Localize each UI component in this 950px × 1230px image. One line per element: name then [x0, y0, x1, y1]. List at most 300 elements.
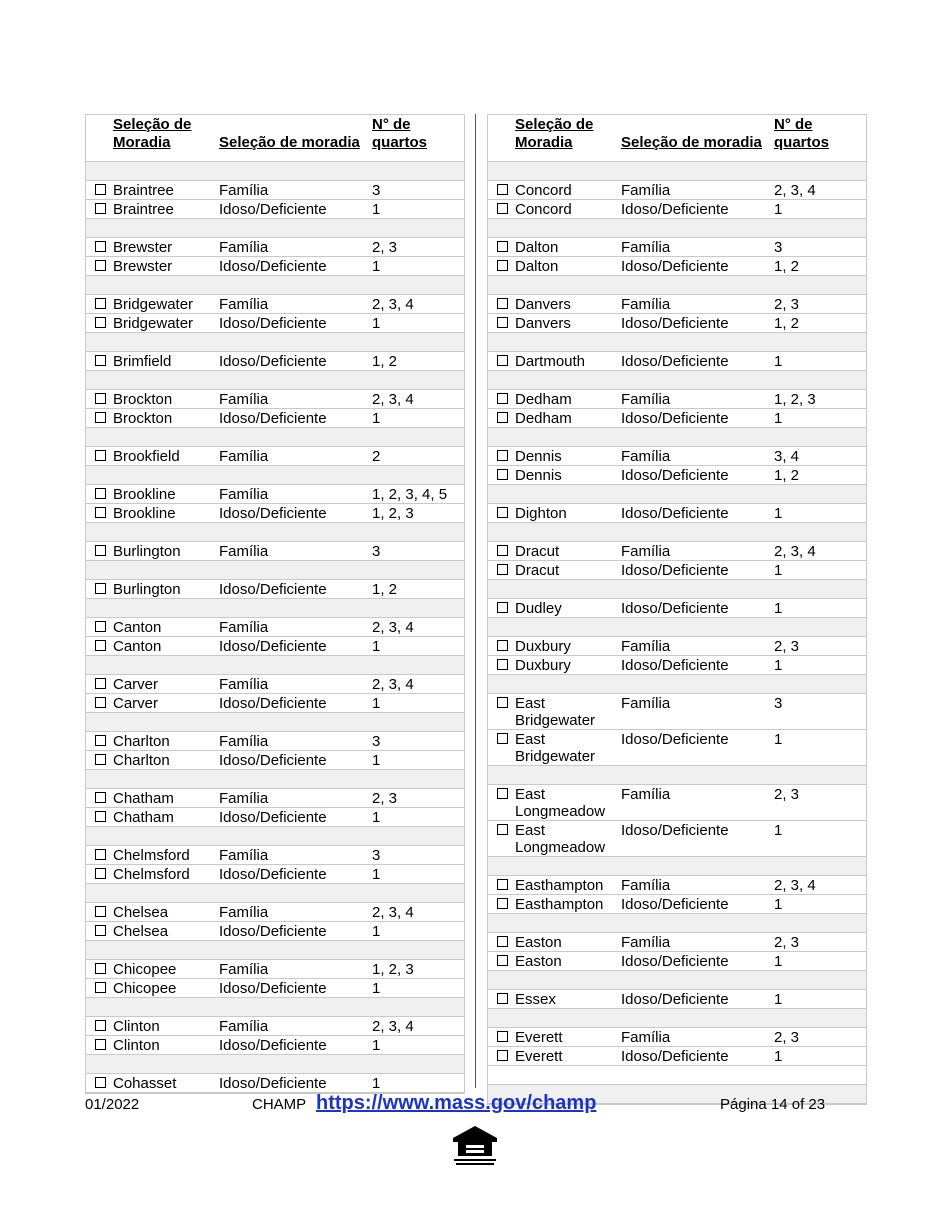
table-row — [86, 314, 464, 333]
housing-type: Idoso/Deficiente — [621, 353, 729, 370]
selection-checkbox[interactable] — [95, 792, 106, 803]
spacer-row — [488, 618, 866, 637]
spacer-row — [86, 162, 464, 181]
selection-checkbox[interactable] — [95, 640, 106, 651]
bedroom-count: 1 — [774, 991, 783, 1008]
right-table — [487, 114, 867, 1105]
housing-type: Idoso/Deficiente — [621, 467, 729, 484]
bedroom-count: 1 — [372, 258, 381, 275]
town-name: Everett — [515, 1048, 563, 1065]
selection-checkbox[interactable] — [95, 811, 106, 822]
housing-type: Idoso/Deficiente — [219, 201, 327, 218]
bedroom-count: 2, 3, 4 — [774, 877, 816, 894]
housing-type: Família — [621, 786, 671, 803]
bedroom-count: 2, 3, 4 — [774, 543, 816, 560]
selection-checkbox[interactable] — [95, 754, 106, 765]
bedroom-count: 1 — [372, 638, 381, 655]
selection-checkbox[interactable] — [95, 450, 106, 461]
town-name: Easton — [515, 934, 562, 951]
table-row — [488, 1047, 866, 1066]
table-row — [488, 295, 866, 314]
selection-checkbox[interactable] — [497, 355, 508, 366]
bedroom-count: 1 — [372, 752, 381, 769]
selection-checkbox[interactable] — [497, 640, 508, 651]
town-name: Dennis — [515, 448, 562, 465]
housing-type: Idoso/Deficiente — [219, 866, 327, 883]
bedroom-count: 1 — [774, 731, 783, 748]
bedroom-count: 3 — [372, 543, 381, 560]
bedroom-count: 1, 2, 3 — [372, 505, 414, 522]
housing-type: Idoso/Deficiente — [219, 752, 327, 769]
housing-type: Família — [219, 448, 269, 465]
bedroom-count: 2, 3 — [774, 638, 800, 655]
housing-type: Família — [219, 790, 269, 807]
selection-checkbox[interactable] — [95, 393, 106, 404]
housing-type: Família — [621, 1029, 671, 1046]
housing-type: Idoso/Deficiente — [219, 353, 327, 370]
table-row — [488, 352, 866, 371]
champ-link[interactable]: https://www.mass.gov/champ — [316, 1092, 597, 1114]
selection-checkbox[interactable] — [95, 184, 106, 195]
header-town: Seleção de Moradia — [113, 116, 192, 151]
selection-checkbox[interactable] — [497, 879, 508, 890]
bedroom-count: 1, 2 — [774, 258, 800, 275]
housing-type: Idoso/Deficiente — [621, 315, 729, 332]
left-table-body — [86, 162, 464, 1093]
table-row — [86, 181, 464, 200]
town-name: Bridgewater — [113, 296, 194, 313]
housing-type: Família — [219, 619, 269, 636]
header-housing-type: Seleção de moradia — [219, 134, 360, 151]
selection-checkbox[interactable] — [497, 788, 508, 799]
town-name: Chatham — [113, 790, 174, 807]
town-name: Concord — [515, 182, 572, 199]
spacer-row — [86, 827, 464, 846]
bedroom-count: 2, 3 — [774, 934, 800, 951]
table-header — [488, 115, 866, 162]
housing-type: Idoso/Deficiente — [621, 657, 729, 674]
selection-checkbox[interactable] — [95, 583, 106, 594]
table-row — [488, 952, 866, 971]
housing-type: Idoso/Deficiente — [219, 410, 327, 427]
bedroom-count: 2, 3, 4 — [372, 296, 414, 313]
town-name: Brookfield — [113, 448, 180, 465]
housing-type: Família — [621, 448, 671, 465]
table-row — [86, 504, 464, 523]
table-row — [488, 599, 866, 618]
housing-type: Família — [219, 296, 269, 313]
housing-type: Idoso/Deficiente — [621, 991, 729, 1008]
blank-row — [488, 1066, 866, 1085]
housing-type: Família — [621, 695, 671, 712]
selection-checkbox[interactable] — [95, 735, 106, 746]
selection-checkbox[interactable] — [95, 1020, 106, 1031]
town-name: Dartmouth — [515, 353, 586, 370]
spacer-row — [488, 523, 866, 542]
housing-type: Idoso/Deficiente — [621, 562, 729, 579]
town-name: Duxbury — [515, 638, 571, 655]
spacer-row — [488, 580, 866, 599]
table-row — [86, 1074, 464, 1093]
town-name: East Longmeadow — [515, 822, 606, 856]
selection-checkbox[interactable] — [497, 564, 508, 575]
selection-checkbox[interactable] — [497, 545, 508, 556]
town-name: Dudley — [515, 600, 562, 617]
housing-type: Família — [219, 847, 269, 864]
selection-checkbox[interactable] — [95, 1077, 106, 1088]
table-row — [86, 295, 464, 314]
bedroom-count: 1, 2 — [774, 467, 800, 484]
footer-program: CHAMP — [252, 1096, 307, 1113]
town-name: East Bridgewater — [515, 731, 596, 765]
table-row — [488, 876, 866, 895]
spacer-row — [488, 333, 866, 352]
spacer-row — [488, 766, 866, 785]
town-name: Braintree — [113, 201, 174, 218]
spacer-row — [488, 485, 866, 504]
housing-type: Família — [219, 1018, 269, 1035]
spacer-row — [86, 656, 464, 675]
selection-checkbox[interactable] — [497, 393, 508, 404]
bedroom-count: 2, 3, 4 — [372, 904, 414, 921]
town-name: Chicopee — [113, 980, 177, 997]
selection-checkbox[interactable] — [497, 1050, 508, 1061]
selection-checkbox[interactable] — [497, 184, 508, 195]
spacer-row — [86, 998, 464, 1017]
selection-checkbox[interactable] — [497, 993, 508, 1004]
table-row — [86, 618, 464, 637]
bedroom-count: 1 — [774, 1048, 783, 1065]
table-row — [86, 732, 464, 751]
table-row — [488, 257, 866, 276]
right-table-body — [488, 162, 866, 1104]
housing-type: Família — [219, 733, 269, 750]
table-row — [86, 960, 464, 979]
bedroom-count: 2 — [372, 448, 381, 465]
header-town: Seleção de Moradia — [515, 116, 594, 151]
selection-checkbox[interactable] — [497, 298, 508, 309]
housing-type: Idoso/Deficiente — [219, 315, 327, 332]
housing-type: Família — [219, 239, 269, 256]
selection-checkbox[interactable] — [95, 963, 106, 974]
bedroom-count: 1 — [774, 896, 783, 913]
selection-checkbox[interactable] — [497, 602, 508, 613]
table-row — [86, 352, 464, 371]
selection-checkbox[interactable] — [95, 355, 106, 366]
page-footer — [0, 1092, 950, 1116]
spacer-row — [86, 770, 464, 789]
spacer-row — [488, 428, 866, 447]
housing-type: Idoso/Deficiente — [219, 980, 327, 997]
housing-type: Idoso/Deficiente — [621, 201, 729, 218]
table-row — [488, 200, 866, 219]
table-row — [86, 675, 464, 694]
bedroom-count: 2, 3 — [774, 786, 800, 803]
table-row — [86, 694, 464, 713]
spacer-row — [86, 371, 464, 390]
table-row — [86, 789, 464, 808]
selection-checkbox[interactable] — [497, 659, 508, 670]
selection-checkbox[interactable] — [95, 488, 106, 499]
selection-checkbox[interactable] — [497, 317, 508, 328]
town-name: Clinton — [113, 1037, 160, 1054]
spacer-row — [488, 675, 866, 694]
table-row — [86, 808, 464, 827]
selection-checkbox[interactable] — [95, 203, 106, 214]
housing-type: Família — [621, 239, 671, 256]
town-name: Essex — [515, 991, 556, 1008]
selection-checkbox[interactable] — [95, 697, 106, 708]
bedroom-count: 1 — [372, 695, 381, 712]
selection-checkbox[interactable] — [497, 824, 508, 835]
town-name: Dracut — [515, 543, 560, 560]
bedroom-count: 1 — [774, 410, 783, 427]
selection-checkbox[interactable] — [95, 982, 106, 993]
table-row — [488, 730, 866, 766]
header-bedrooms: N° de quartos — [372, 116, 428, 151]
housing-type: Família — [219, 543, 269, 560]
bedroom-count: 1, 2 — [774, 315, 800, 332]
town-name: East Longmeadow — [515, 786, 606, 820]
bedroom-count: 1, 2 — [372, 581, 398, 598]
selection-checkbox[interactable] — [95, 241, 106, 252]
town-name: Brockton — [113, 391, 173, 408]
bedroom-count: 1 — [774, 353, 783, 370]
housing-type: Idoso/Deficiente — [219, 1075, 327, 1092]
selection-checkbox[interactable] — [497, 203, 508, 214]
selection-checkbox[interactable] — [95, 906, 106, 917]
selection-checkbox[interactable] — [95, 545, 106, 556]
bedroom-count: 3 — [774, 695, 783, 712]
housing-type: Idoso/Deficiente — [219, 581, 327, 598]
town-name: Brewster — [113, 258, 173, 275]
town-name: Everett — [515, 1029, 563, 1046]
bedroom-count: 2, 3, 4 — [774, 182, 816, 199]
table-row — [86, 1036, 464, 1055]
table-row — [86, 238, 464, 257]
spacer-row — [488, 1009, 866, 1028]
selection-checkbox[interactable] — [497, 412, 508, 423]
spacer-row — [86, 428, 464, 447]
selection-checkbox[interactable] — [95, 868, 106, 879]
column-divider — [475, 114, 476, 1088]
spacer-row — [488, 971, 866, 990]
town-name: Danvers — [515, 296, 571, 313]
town-name: Easton — [515, 953, 562, 970]
spacer-row — [86, 713, 464, 732]
bedroom-count: 2, 3 — [372, 239, 398, 256]
town-name: Clinton — [113, 1018, 160, 1035]
table-row — [488, 181, 866, 200]
bedroom-count: 2, 3 — [774, 296, 800, 313]
table-row — [488, 561, 866, 580]
bedroom-count: 1 — [774, 657, 783, 674]
table-row — [488, 821, 866, 857]
town-name: Dracut — [515, 562, 560, 579]
town-name: Chelmsford — [113, 847, 190, 864]
spacer-row — [488, 276, 866, 295]
town-name: Carver — [113, 695, 159, 712]
housing-type: Idoso/Deficiente — [621, 953, 729, 970]
selection-checkbox[interactable] — [95, 1039, 106, 1050]
equal-housing-opportunity-icon — [450, 1124, 500, 1166]
housing-type: Idoso/Deficiente — [219, 258, 327, 275]
selection-checkbox[interactable] — [497, 733, 508, 744]
housing-type: Família — [219, 182, 269, 199]
selection-checkbox[interactable] — [497, 260, 508, 271]
selection-checkbox[interactable] — [95, 507, 106, 518]
spacer-row — [86, 599, 464, 618]
selection-checkbox[interactable] — [497, 469, 508, 480]
bedroom-count: 1 — [774, 953, 783, 970]
housing-type: Família — [621, 638, 671, 655]
table-row — [86, 485, 464, 504]
bedroom-count: 1 — [372, 809, 381, 826]
bedroom-count: 2, 3, 4 — [372, 1018, 414, 1035]
selection-checkbox[interactable] — [95, 317, 106, 328]
bedroom-count: 1 — [372, 410, 381, 427]
table-row — [86, 390, 464, 409]
table-row — [488, 504, 866, 523]
selection-checkbox[interactable] — [497, 1031, 508, 1042]
town-name: Danvers — [515, 315, 571, 332]
housing-type: Família — [219, 961, 269, 978]
selection-checkbox[interactable] — [497, 697, 508, 708]
selection-checkbox[interactable] — [95, 678, 106, 689]
selection-checkbox[interactable] — [497, 898, 508, 909]
town-name: Chatham — [113, 809, 174, 826]
bedroom-count: 2, 3, 4 — [372, 676, 414, 693]
housing-type: Idoso/Deficiente — [219, 809, 327, 826]
spacer-row — [488, 162, 866, 181]
bedroom-count: 1 — [774, 201, 783, 218]
selection-checkbox[interactable] — [95, 260, 106, 271]
selection-checkbox[interactable] — [497, 955, 508, 966]
housing-type: Família — [219, 391, 269, 408]
town-name: Concord — [515, 201, 572, 218]
bedroom-count: 3 — [372, 847, 381, 864]
table-header — [86, 115, 464, 162]
housing-type: Família — [219, 904, 269, 921]
bedroom-count: 1, 2 — [372, 353, 398, 370]
housing-type: Idoso/Deficiente — [621, 505, 729, 522]
town-name: Cohasset — [113, 1075, 177, 1092]
housing-type: Família — [621, 391, 671, 408]
table-row — [488, 637, 866, 656]
spacer-row — [86, 276, 464, 295]
spacer-row — [86, 1055, 464, 1074]
table-row — [488, 933, 866, 952]
spacer-row — [488, 857, 866, 876]
selection-checkbox[interactable] — [497, 241, 508, 252]
bedroom-count: 3 — [372, 182, 381, 199]
bedroom-count: 1, 2, 3 — [774, 391, 816, 408]
table-row — [488, 1028, 866, 1047]
town-name: East Bridgewater — [515, 695, 596, 729]
housing-type: Família — [219, 486, 269, 503]
town-name: Easthampton — [515, 896, 604, 913]
town-name: Dennis — [515, 467, 562, 484]
table-row — [86, 542, 464, 561]
selection-checkbox[interactable] — [95, 849, 106, 860]
table-row — [488, 542, 866, 561]
bedroom-count: 1, 2, 3 — [372, 961, 414, 978]
bedroom-count: 3 — [372, 733, 381, 750]
town-name: Burlington — [113, 581, 181, 598]
town-name: Burlington — [113, 543, 181, 560]
housing-type: Idoso/Deficiente — [219, 505, 327, 522]
bedroom-count: 2, 3 — [372, 790, 398, 807]
housing-type: Idoso/Deficiente — [621, 410, 729, 427]
selection-checkbox[interactable] — [497, 450, 508, 461]
housing-type: Família — [621, 877, 671, 894]
left-table — [85, 114, 465, 1094]
bedroom-count: 1 — [372, 315, 381, 332]
spacer-row — [86, 219, 464, 238]
table-row — [488, 447, 866, 466]
town-name: Brookline — [113, 505, 176, 522]
spacer-row — [86, 523, 464, 542]
town-name: Chelmsford — [113, 866, 190, 883]
spacer-row — [86, 941, 464, 960]
selection-checkbox[interactable] — [497, 936, 508, 947]
table-row — [86, 865, 464, 884]
housing-type: Família — [621, 934, 671, 951]
town-name: Brewster — [113, 239, 173, 256]
town-name: Canton — [113, 619, 162, 636]
town-name: Carver — [113, 676, 159, 693]
bedroom-count: 3 — [774, 239, 783, 256]
housing-type: Idoso/Deficiente — [621, 1048, 729, 1065]
table-row — [86, 257, 464, 276]
table-row — [488, 656, 866, 675]
table-row — [86, 447, 464, 466]
bedroom-count: 1 — [372, 980, 381, 997]
table-row — [86, 979, 464, 998]
table-row — [488, 466, 866, 485]
selection-checkbox[interactable] — [95, 412, 106, 423]
housing-type: Família — [621, 296, 671, 313]
spacer-row — [488, 371, 866, 390]
spacer-row — [488, 219, 866, 238]
town-name: Chicopee — [113, 961, 177, 978]
housing-type: Idoso/Deficiente — [621, 896, 729, 913]
housing-type: Idoso/Deficiente — [621, 822, 729, 839]
table-row — [488, 409, 866, 428]
selection-checkbox[interactable] — [497, 507, 508, 518]
table-row — [488, 785, 866, 821]
table-row — [86, 751, 464, 770]
selection-checkbox[interactable] — [95, 621, 106, 632]
town-name: Braintree — [113, 182, 174, 199]
bedroom-count: 1 — [372, 923, 381, 940]
housing-type: Idoso/Deficiente — [219, 1037, 327, 1054]
table-row — [86, 922, 464, 941]
town-name: Chelsea — [113, 923, 169, 940]
table-row — [488, 390, 866, 409]
bedroom-count: 3, 4 — [774, 448, 800, 465]
selection-checkbox[interactable] — [95, 298, 106, 309]
town-name: Dedham — [515, 391, 572, 408]
town-name: Brimfield — [113, 353, 172, 370]
town-name: Dighton — [515, 505, 567, 522]
selection-checkbox[interactable] — [95, 925, 106, 936]
bedroom-count: 1, 2, 3, 4, 5 — [372, 486, 448, 503]
bedroom-count: 1 — [774, 562, 783, 579]
housing-type: Idoso/Deficiente — [219, 695, 327, 712]
town-name: Bridgewater — [113, 315, 194, 332]
housing-type: Idoso/Deficiente — [219, 638, 327, 655]
